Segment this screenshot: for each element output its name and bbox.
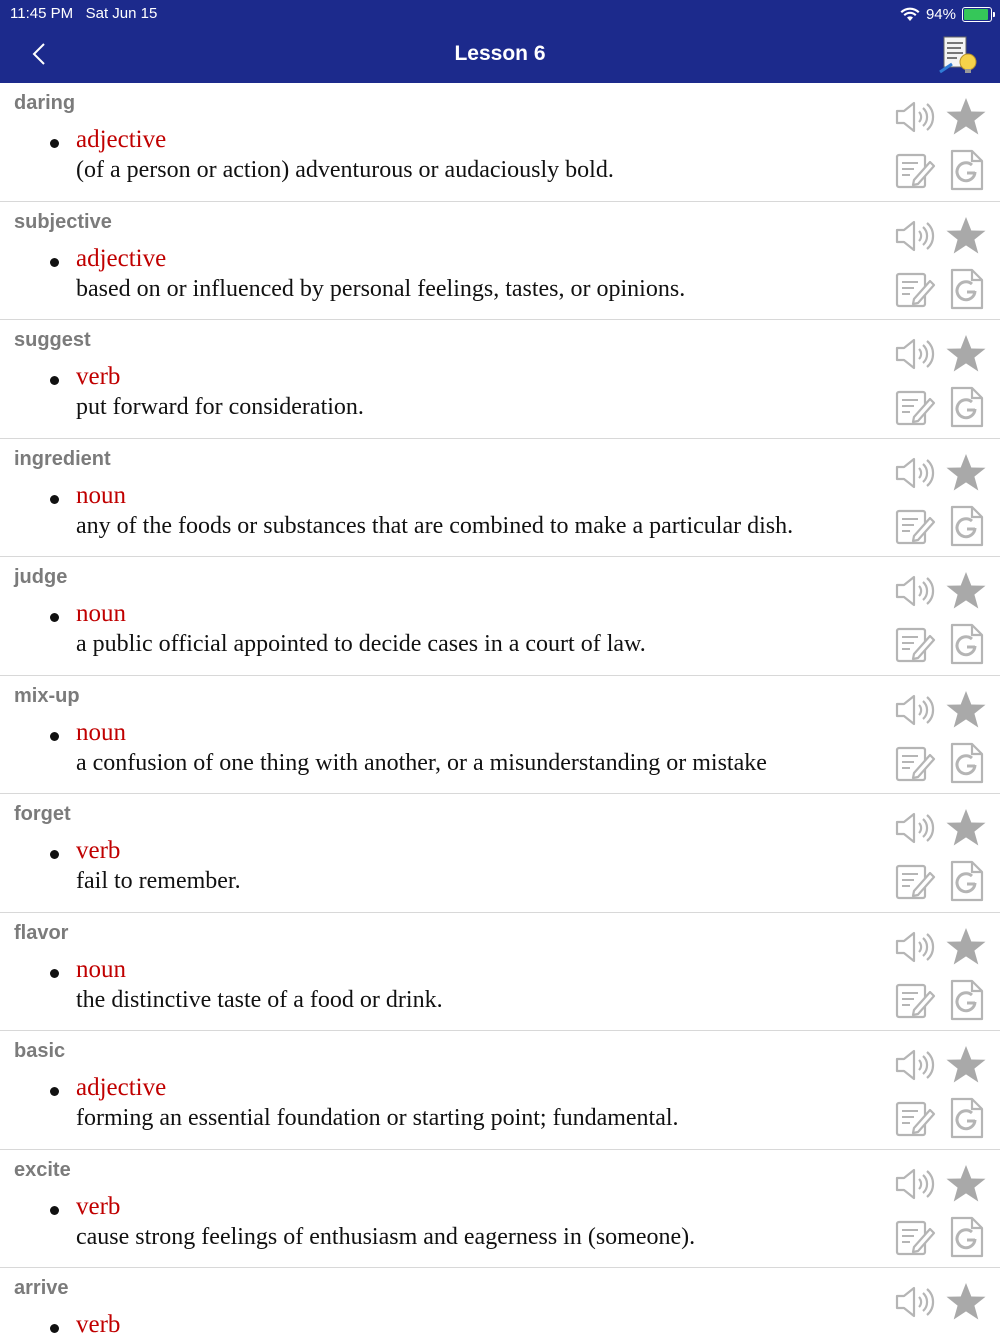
star-icon [944, 95, 988, 139]
note-button[interactable] [892, 1215, 936, 1259]
star-icon [944, 1162, 988, 1206]
note-edit-icon [892, 741, 936, 785]
entry-definition: cause strong feelings of enthusiasm and eagerness in (someone). [76, 1223, 696, 1250]
pronounce-button[interactable] [892, 569, 936, 613]
entry-word: basic [14, 1040, 66, 1062]
word-entry [0, 557, 1000, 676]
google-search-button[interactable] [944, 385, 988, 429]
note-button[interactable] [892, 385, 936, 429]
favorite-button[interactable] [944, 806, 988, 850]
entry-definition: a confusion of one thing with another, or a misunderstanding or mistake [76, 749, 767, 776]
favorite-button[interactable] [944, 925, 988, 969]
google-doc-icon [944, 1096, 988, 1140]
status-time: 11:45 PM Sat Jun 15 [10, 5, 158, 22]
bullet [50, 732, 59, 741]
star-icon [944, 925, 988, 969]
note-edit-icon [892, 622, 936, 666]
google-doc-icon [944, 978, 988, 1022]
bullet [50, 139, 59, 148]
speaker-icon [892, 688, 936, 732]
speaker-icon [892, 332, 936, 376]
note-button[interactable] [892, 622, 936, 666]
google-search-button[interactable] [944, 978, 988, 1022]
speaker-icon [892, 451, 936, 495]
star-icon [944, 214, 988, 258]
pronounce-button[interactable] [892, 1162, 936, 1206]
google-doc-icon [944, 385, 988, 429]
battery-icon [962, 7, 992, 22]
entry-definition: fail to remember. [76, 868, 241, 894]
entry-part-of-speech: adjective [76, 244, 167, 272]
star-icon [944, 451, 988, 495]
entry-word: suggest [14, 329, 91, 351]
nav-bar [0, 0, 1000, 83]
word-entry [0, 1268, 1000, 1334]
word-list [0, 83, 1000, 1334]
pronounce-button[interactable] [892, 1280, 936, 1324]
bullet [50, 376, 59, 385]
google-doc-icon [944, 859, 988, 903]
entry-part-of-speech: noun [76, 600, 126, 627]
speaker-icon [892, 925, 936, 969]
favorite-button[interactable] [944, 1280, 988, 1324]
entry-word: forget [14, 803, 71, 825]
speaker-icon [892, 569, 936, 613]
status-indicators [900, 4, 992, 24]
star-icon [944, 806, 988, 850]
star-icon [944, 569, 988, 613]
note-edit-icon [892, 267, 936, 311]
google-search-button[interactable] [944, 741, 988, 785]
speaker-icon [892, 806, 936, 850]
speaker-icon [892, 214, 936, 258]
pronounce-button[interactable] [892, 214, 936, 258]
note-edit-icon [892, 859, 936, 903]
star-icon [944, 332, 988, 376]
favorite-button[interactable] [944, 214, 988, 258]
bullet [50, 1324, 59, 1333]
google-search-button[interactable] [944, 622, 988, 666]
note-button[interactable] [892, 859, 936, 903]
google-doc-icon [944, 622, 988, 666]
entry-part-of-speech: noun [76, 718, 126, 746]
pronounce-button[interactable] [892, 332, 936, 376]
word-entry [0, 913, 1000, 1032]
favorite-button[interactable] [944, 95, 988, 139]
google-doc-icon [944, 148, 988, 192]
entry-word: judge [14, 566, 68, 588]
bullet [50, 258, 59, 267]
google-search-button[interactable] [944, 148, 988, 192]
entry-definition: (of a person or action) adventurous or audaciously bold. [76, 157, 614, 183]
pronounce-button[interactable] [892, 1043, 936, 1087]
lesson-notes-button[interactable] [938, 34, 982, 76]
entry-part-of-speech: verb [76, 1311, 121, 1334]
lesson-notes-icon [938, 34, 982, 76]
entry-word: ingredient [14, 447, 111, 470]
note-button[interactable] [892, 978, 936, 1022]
entry-definition: the distinctive taste of a food or drink. [76, 986, 443, 1013]
word-entry [0, 676, 1000, 795]
google-doc-icon [944, 1215, 988, 1259]
note-button[interactable] [892, 1096, 936, 1140]
star-icon [944, 688, 988, 732]
pronounce-button[interactable] [892, 95, 936, 139]
entry-part-of-speech: verb [76, 363, 121, 390]
entry-word: flavor [14, 921, 69, 944]
note-edit-icon [892, 504, 936, 548]
note-edit-icon [892, 385, 936, 429]
pronounce-button[interactable] [892, 925, 936, 969]
favorite-button[interactable] [944, 569, 988, 613]
entry-definition: a public official appointed to decide cases in a court of law. [76, 631, 646, 657]
bullet [50, 1206, 59, 1215]
speaker-icon [892, 1043, 936, 1087]
entry-part-of-speech: verb [76, 837, 121, 864]
word-entry [0, 202, 1000, 321]
entry-word: subjective [14, 210, 112, 233]
word-entry [0, 794, 1000, 913]
note-button[interactable] [892, 741, 936, 785]
word-entry [0, 439, 1000, 558]
entry-word: arrive [14, 1277, 69, 1299]
word-entry [0, 83, 1000, 202]
entry-part-of-speech: noun [76, 955, 126, 983]
google-doc-icon [944, 267, 988, 311]
favorite-button[interactable] [944, 688, 988, 732]
entry-part-of-speech: verb [76, 1192, 121, 1220]
speaker-icon [892, 1162, 936, 1206]
note-edit-icon [892, 148, 936, 192]
speaker-icon [892, 1280, 936, 1324]
google-doc-icon [944, 504, 988, 548]
bullet [50, 1087, 59, 1096]
favorite-button[interactable] [944, 1043, 988, 1087]
speaker-icon [892, 95, 936, 139]
word-entry [0, 1150, 1000, 1269]
star-icon [944, 1280, 988, 1324]
entry-part-of-speech: noun [76, 481, 126, 509]
note-button[interactable] [892, 267, 936, 311]
bullet [50, 495, 59, 504]
pronounce-button[interactable] [892, 688, 936, 732]
google-search-button[interactable] [944, 859, 988, 903]
note-button[interactable] [892, 504, 936, 548]
word-entry [0, 1031, 1000, 1150]
note-button[interactable] [892, 148, 936, 192]
page-title: Lesson 6 [454, 42, 546, 65]
entry-word: mix-up [14, 684, 80, 707]
google-search-button[interactable] [944, 504, 988, 548]
note-edit-icon [892, 1096, 936, 1140]
google-search-button[interactable] [944, 267, 988, 311]
entry-part-of-speech: adjective [76, 126, 167, 153]
entry-word: excite [14, 1158, 71, 1181]
word-entry [0, 320, 1000, 439]
note-edit-icon [892, 1215, 936, 1259]
favorite-button[interactable] [944, 451, 988, 495]
entry-part-of-speech: adjective [76, 1074, 167, 1101]
favorite-button[interactable] [944, 332, 988, 376]
google-doc-icon [944, 741, 988, 785]
bullet [50, 969, 59, 978]
pronounce-button[interactable] [892, 451, 936, 495]
favorite-button[interactable] [944, 1162, 988, 1206]
entry-word: daring [14, 92, 76, 114]
star-icon [944, 1043, 988, 1087]
google-search-button[interactable] [944, 1215, 988, 1259]
bullet [50, 850, 59, 859]
entry-definition: put forward for consideration. [76, 394, 364, 420]
pronounce-button[interactable] [892, 806, 936, 850]
google-search-button[interactable] [944, 1096, 988, 1140]
wifi-icon [900, 7, 920, 22]
entry-definition: based on or influenced by personal feelings, tastes, or opinions. [76, 275, 686, 302]
entry-definition: any of the foods or substances that are combined to make a particular dish. [76, 512, 794, 539]
bullet [50, 613, 59, 622]
battery-percent: 94% [925, 5, 956, 23]
note-edit-icon [892, 978, 936, 1022]
entry-definition: forming an essential foundation or starting point; fundamental. [76, 1105, 679, 1131]
